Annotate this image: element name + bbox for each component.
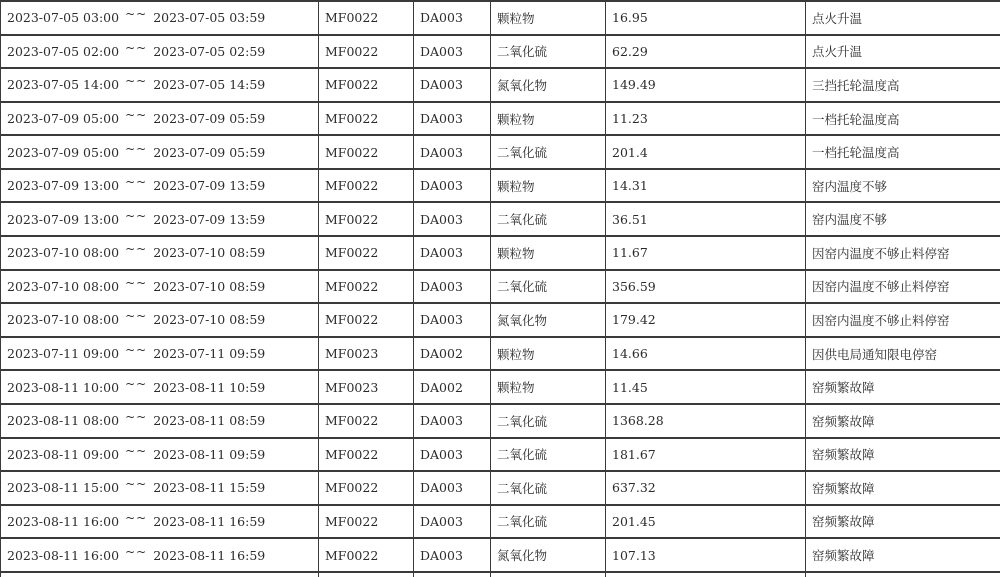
measured-value: 14.31 (612, 178, 648, 194)
cell-period (1, 404, 319, 438)
table-row (1, 35, 1000, 69)
period-separator: ~~ (125, 108, 148, 123)
reason-text: 点火升温 (812, 44, 863, 60)
period-separator: ~~ (125, 510, 148, 525)
cell-point-code (319, 68, 414, 102)
pollutant-name: 二氧化硫 (497, 44, 548, 60)
measured-value: 179.42 (612, 312, 656, 328)
period-start: 2023-08-11 09:00 (7, 446, 120, 462)
cell-reason (806, 538, 1000, 572)
period-start: 2023-07-09 13:00 (7, 211, 120, 227)
period-end: 2023-07-05 14:59 (153, 77, 266, 93)
cell-device-code (414, 169, 491, 203)
cell-period (1, 337, 319, 371)
pollutant-name: 颗粒物 (497, 10, 535, 26)
cell-pollutant (491, 68, 606, 102)
cell-value (606, 404, 806, 438)
cell-value (606, 202, 806, 236)
cell-pollutant (491, 471, 606, 505)
table-row (1, 538, 1000, 572)
cell-point-code (319, 303, 414, 337)
reason-text: 一档托轮温度高 (812, 145, 900, 161)
reason-text: 窑频繁故障 (812, 413, 875, 429)
cell-point-code (319, 471, 414, 505)
reason-text: 因窑内温度不够止料停窑 (812, 245, 950, 261)
cell-device-code (414, 572, 491, 577)
cell-point-code (319, 169, 414, 203)
device-code: DA003 (420, 547, 463, 563)
cell-pollutant (491, 102, 606, 136)
point-code: MF0022 (325, 43, 379, 59)
point-code: MF0022 (325, 77, 379, 93)
cell-pollutant (491, 404, 606, 438)
period-start: 2023-07-09 05:00 (7, 111, 120, 127)
period-start: 2023-07-10 08:00 (7, 312, 120, 328)
cell-pollutant (491, 270, 606, 304)
cell-value (606, 1, 806, 35)
point-code: MF0022 (325, 211, 379, 227)
period-separator: ~~ (125, 40, 148, 55)
device-code: DA003 (420, 312, 463, 328)
cell-period (1, 68, 319, 102)
period-end: 2023-07-10 08:59 (153, 245, 266, 261)
cell-period (1, 102, 319, 136)
cell-reason (806, 404, 1000, 438)
cell-pollutant (491, 538, 606, 572)
cell-pollutant (491, 202, 606, 236)
period-separator: ~~ (125, 208, 148, 223)
point-code: MF0022 (325, 480, 379, 496)
cell-period (1, 169, 319, 203)
measured-value: 637.32 (612, 480, 656, 496)
period-separator: ~~ (125, 141, 148, 156)
cell-period (1, 572, 319, 577)
cell-reason (806, 102, 1000, 136)
cell-period (1, 135, 319, 169)
period-start: 2023-08-11 16:00 (7, 513, 120, 529)
table-body (1, 1, 1000, 577)
cell-period (1, 270, 319, 304)
reason-text: 因窑内温度不够止料停窑 (812, 279, 950, 295)
cell-value (606, 270, 806, 304)
period-end: 2023-07-09 05:59 (153, 144, 266, 160)
point-code: MF0022 (325, 245, 379, 261)
cell-reason (806, 1, 1000, 35)
period-start: 2023-07-10 08:00 (7, 245, 120, 261)
cell-pollutant (491, 135, 606, 169)
measured-value: 201.4 (612, 144, 648, 160)
cell-device-code (414, 68, 491, 102)
measured-value: 1368.28 (612, 413, 664, 429)
period-end: 2023-07-09 13:59 (153, 178, 266, 194)
period-start: 2023-08-11 16:00 (7, 547, 120, 563)
cell-point-code (319, 538, 414, 572)
device-code: DA003 (420, 245, 463, 261)
cell-point-code (319, 337, 414, 371)
cell-device-code (414, 538, 491, 572)
pollutant-name: 颗粒物 (497, 178, 535, 194)
device-code: DA003 (420, 413, 463, 429)
cell-value (606, 68, 806, 102)
cell-pollutant (491, 236, 606, 270)
reason-text: 窑内温度不够 (812, 212, 888, 228)
cell-pollutant (491, 35, 606, 69)
cell-point-code (319, 572, 414, 577)
device-code: DA003 (420, 77, 463, 93)
reason-text: 窑频繁故障 (812, 514, 875, 530)
table-row (1, 135, 1000, 169)
device-code: DA003 (420, 178, 463, 194)
cell-point-code (319, 202, 414, 236)
cell-period (1, 202, 319, 236)
table-row (1, 572, 1000, 577)
point-code: MF0022 (325, 178, 379, 194)
cell-device-code (414, 135, 491, 169)
cell-pollutant (491, 505, 606, 539)
reason-text: 窑频繁故障 (812, 380, 875, 396)
cell-point-code (319, 438, 414, 472)
cell-point-code (319, 370, 414, 404)
table-row (1, 303, 1000, 337)
period-separator: ~~ (125, 477, 148, 492)
point-code: MF0023 (325, 346, 379, 362)
cell-pollutant (491, 303, 606, 337)
period-start: 2023-07-09 13:00 (7, 178, 120, 194)
measured-value: 16.95 (612, 10, 648, 26)
table-row (1, 236, 1000, 270)
point-code: MF0022 (325, 413, 379, 429)
cell-pollutant (491, 1, 606, 35)
pollutant-name: 氮氧化物 (497, 548, 548, 564)
cell-pollutant (491, 370, 606, 404)
cell-device-code (414, 303, 491, 337)
point-code: MF0022 (325, 144, 379, 160)
reason-text: 窑频繁故障 (812, 447, 875, 463)
table-row (1, 471, 1000, 505)
cell-value (606, 505, 806, 539)
cell-value (606, 471, 806, 505)
table-row (1, 202, 1000, 236)
cell-point-code (319, 505, 414, 539)
cell-reason (806, 337, 1000, 371)
cell-reason (806, 438, 1000, 472)
period-start: 2023-08-11 08:00 (7, 413, 120, 429)
period-end: 2023-07-11 09:59 (153, 346, 266, 362)
pollutant-name: 二氧化硫 (497, 212, 548, 228)
cell-reason (806, 202, 1000, 236)
period-end: 2023-07-10 08:59 (153, 278, 266, 294)
cell-point-code (319, 236, 414, 270)
period-start: 2023-07-10 08:00 (7, 278, 120, 294)
period-end: 2023-08-11 16:59 (153, 513, 266, 529)
cell-reason (806, 303, 1000, 337)
cell-value (606, 438, 806, 472)
period-separator: ~~ (125, 443, 148, 458)
period-separator: ~~ (125, 309, 148, 324)
measured-value: 62.29 (612, 43, 648, 59)
cell-reason (806, 135, 1000, 169)
cell-value (606, 572, 806, 577)
reason-text: 一档托轮温度高 (812, 111, 900, 127)
measured-value: 201.45 (612, 513, 656, 529)
device-code: DA003 (420, 43, 463, 59)
cell-point-code (319, 102, 414, 136)
cell-period (1, 471, 319, 505)
cell-device-code (414, 236, 491, 270)
table-row (1, 102, 1000, 136)
table-row (1, 270, 1000, 304)
device-code: DA003 (420, 111, 463, 127)
cell-pollutant (491, 572, 606, 577)
cell-period (1, 370, 319, 404)
period-separator: ~~ (125, 275, 148, 290)
cell-device-code (414, 270, 491, 304)
cell-value (606, 303, 806, 337)
measured-value: 356.59 (612, 278, 656, 294)
cell-period (1, 303, 319, 337)
pollutant-name: 氮氧化物 (497, 312, 548, 328)
cell-point-code (319, 270, 414, 304)
cell-value (606, 337, 806, 371)
cell-device-code (414, 35, 491, 69)
period-end: 2023-07-05 03:59 (153, 10, 266, 26)
cell-point-code (319, 1, 414, 35)
pollutant-name: 颗粒物 (497, 380, 535, 396)
cell-device-code (414, 370, 491, 404)
cell-point-code (319, 35, 414, 69)
measured-value: 36.51 (612, 211, 648, 227)
point-code: MF0022 (325, 513, 379, 529)
measured-value: 107.13 (612, 547, 656, 563)
period-start: 2023-07-05 03:00 (7, 10, 120, 26)
cell-period (1, 35, 319, 69)
measured-value: 11.67 (612, 245, 648, 261)
cell-value (606, 236, 806, 270)
device-code: DA003 (420, 278, 463, 294)
pollutant-name: 二氧化硫 (497, 413, 548, 429)
cell-reason (806, 471, 1000, 505)
cell-period (1, 505, 319, 539)
reason-text: 因窑内温度不够止料停窑 (812, 312, 950, 328)
cell-value (606, 538, 806, 572)
cell-pollutant (491, 337, 606, 371)
cell-device-code (414, 1, 491, 35)
pollutant-name: 颗粒物 (497, 245, 535, 261)
point-code: MF0022 (325, 446, 379, 462)
pollutant-name: 二氧化硫 (497, 279, 548, 295)
period-start: 2023-07-05 02:00 (7, 43, 120, 59)
measured-value: 149.49 (612, 77, 656, 93)
pollutant-name: 氮氧化物 (497, 77, 548, 93)
pollutant-name: 二氧化硫 (497, 447, 548, 463)
reason-text: 窑频繁故障 (812, 548, 875, 564)
period-separator: ~~ (125, 175, 148, 190)
cell-point-code (319, 404, 414, 438)
table-row (1, 404, 1000, 438)
point-code: MF0022 (325, 10, 379, 26)
period-end: 2023-08-11 15:59 (153, 480, 266, 496)
period-separator: ~~ (125, 74, 148, 89)
table-row (1, 438, 1000, 472)
pollutant-name: 二氧化硫 (497, 145, 548, 161)
cell-reason (806, 505, 1000, 539)
table-row (1, 337, 1000, 371)
device-code: DA002 (420, 379, 463, 395)
period-start: 2023-07-11 09:00 (7, 346, 120, 362)
period-separator: ~~ (125, 410, 148, 425)
measured-value: 181.67 (612, 446, 656, 462)
pollutant-name: 颗粒物 (497, 346, 535, 362)
cell-period (1, 438, 319, 472)
cell-reason (806, 169, 1000, 203)
table-row (1, 68, 1000, 102)
cell-value (606, 169, 806, 203)
cell-pollutant (491, 438, 606, 472)
cell-period (1, 538, 319, 572)
device-code: DA003 (420, 10, 463, 26)
cell-device-code (414, 438, 491, 472)
period-end: 2023-07-09 05:59 (153, 111, 266, 127)
device-code: DA003 (420, 211, 463, 227)
device-code: DA003 (420, 513, 463, 529)
cell-value (606, 370, 806, 404)
cell-reason (806, 236, 1000, 270)
point-code: MF0022 (325, 312, 379, 328)
point-code: MF0023 (325, 379, 379, 395)
reason-text: 窑内温度不够 (812, 178, 888, 194)
cell-period (1, 236, 319, 270)
measured-value: 11.23 (612, 111, 648, 127)
period-start: 2023-07-09 05:00 (7, 144, 120, 160)
period-separator: ~~ (125, 7, 148, 22)
cell-device-code (414, 471, 491, 505)
reason-text: 三挡托轮温度高 (812, 77, 900, 93)
period-start: 2023-08-11 15:00 (7, 480, 120, 496)
reason-text: 因供电局通知限电停窑 (812, 346, 938, 362)
period-end: 2023-08-11 16:59 (153, 547, 266, 563)
cell-reason (806, 68, 1000, 102)
table-row (1, 1, 1000, 35)
period-end: 2023-07-09 13:59 (153, 211, 266, 227)
cell-device-code (414, 404, 491, 438)
device-code: DA002 (420, 346, 463, 362)
device-code: DA003 (420, 144, 463, 160)
cell-reason (806, 370, 1000, 404)
cell-value (606, 135, 806, 169)
period-end: 2023-07-05 02:59 (153, 43, 266, 59)
cell-device-code (414, 505, 491, 539)
period-start: 2023-07-05 14:00 (7, 77, 120, 93)
cell-value (606, 35, 806, 69)
pollutant-name: 二氧化硫 (497, 514, 548, 530)
point-code: MF0022 (325, 547, 379, 563)
period-separator: ~~ (125, 343, 148, 358)
period-end: 2023-08-11 09:59 (153, 446, 266, 462)
cell-reason (806, 270, 1000, 304)
period-separator: ~~ (125, 242, 148, 257)
period-end: 2023-08-11 10:59 (153, 379, 266, 395)
cell-value (606, 102, 806, 136)
period-start: 2023-08-11 10:00 (7, 379, 120, 395)
measured-value: 11.45 (612, 379, 648, 395)
cell-device-code (414, 102, 491, 136)
pollutant-name: 二氧化硫 (497, 480, 548, 496)
table-row (1, 370, 1000, 404)
period-end: 2023-08-11 08:59 (153, 413, 266, 429)
cell-pollutant (491, 169, 606, 203)
period-separator: ~~ (125, 376, 148, 391)
cell-reason (806, 35, 1000, 69)
table-row (1, 505, 1000, 539)
reason-text: 点火升温 (812, 10, 863, 26)
period-separator: ~~ (125, 544, 148, 559)
point-code: MF0022 (325, 111, 379, 127)
device-code: DA003 (420, 446, 463, 462)
table-row (1, 169, 1000, 203)
cell-device-code (414, 337, 491, 371)
pollutant-name: 颗粒物 (497, 111, 535, 127)
reason-text: 窑频繁故障 (812, 480, 875, 496)
device-code: DA003 (420, 480, 463, 496)
period-end: 2023-07-10 08:59 (153, 312, 266, 328)
measured-value: 14.66 (612, 346, 648, 362)
cell-device-code (414, 202, 491, 236)
cell-point-code (319, 135, 414, 169)
cell-period (1, 1, 319, 35)
point-code: MF0022 (325, 278, 379, 294)
cell-reason (806, 572, 1000, 577)
